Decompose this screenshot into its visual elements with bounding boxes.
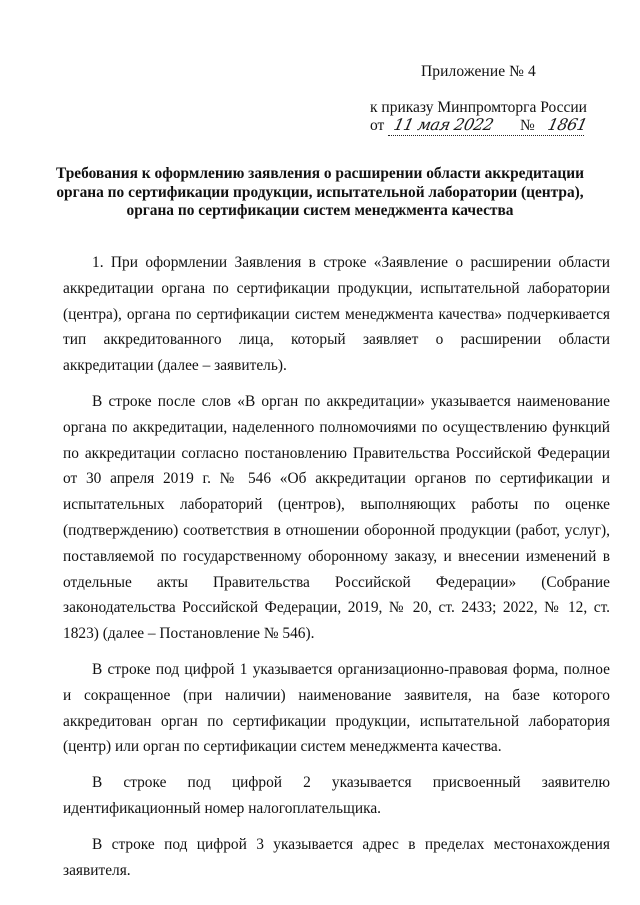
handwritten-date: 11 мая 2022: [391, 115, 496, 134]
document-body: [63, 250, 610, 893]
paragraph-5: В строке под цифрой 3 указывается адрес в пределах местонахождения заявителя.: [63, 835, 610, 879]
paragraph-4: В строке под цифрой 2 указывается присвоенный заявителю идентификационный номер налогоплательщика.: [63, 774, 610, 817]
order-reference: к приказу Минпромторга России: [370, 99, 587, 116]
paragraph-2: В строке после слов «В орган по аккредитации» указывается наименование органа по аккредитации, наделенного полномочиями по осуществлению функций по аккредитации согласно постановлению Правительства Российской Федерации от 30 апреля 2019 г. № 546 «Об аккредитации органов по сертификации и испытательных лабораторий (центров), выполняющих работы по оценке (подтверждению) соответствия в отношении оборонной продукции (работ, услуг), поставляемой по государственному оборонному заказу, и внесении изменений в отдельные акты Правительства Российской Федерации» (Собрание законодательства Российской Федерации, 2019, № 20, ст. 2433; 2022, № 12, ст. 1823) (далее – Постановление № 546).: [63, 392, 610, 643]
order-date-line: [370, 117, 590, 139]
date-prefix: от: [370, 117, 385, 134]
date-underline: [388, 135, 584, 136]
paragraph-3: В строке под цифрой 1 указывается организационно-правовая форма, полное и сокращенное (при наличии) наименование заявителя, на базе которого аккредитован орган по сертификации продукции, испытательной лаборатория (центр) или орган по сертификации систем менеджмента качества.: [63, 660, 610, 756]
number-sign: №: [520, 117, 535, 134]
appendix-label: Приложение № 4: [421, 63, 536, 80]
paragraph-1: 1. При оформлении Заявления в строке «Заявление о расширении области аккредитации органа по сертификации продукции, испытательной лаборатории (центра), органа по сертификации систем менеджмента качества» подчеркивается тип аккредитованного лица, который заявляет о расширении области аккредитации (далее – заявитель).: [63, 254, 610, 375]
handwritten-order-number: 1861: [545, 115, 589, 134]
document-title: Требования к оформлению заявления о расширении области аккредитации органа по сертификации продукции, испытательной лаборатории (центра), органа по сертификации систем менеджмента качества: [56, 165, 584, 219]
